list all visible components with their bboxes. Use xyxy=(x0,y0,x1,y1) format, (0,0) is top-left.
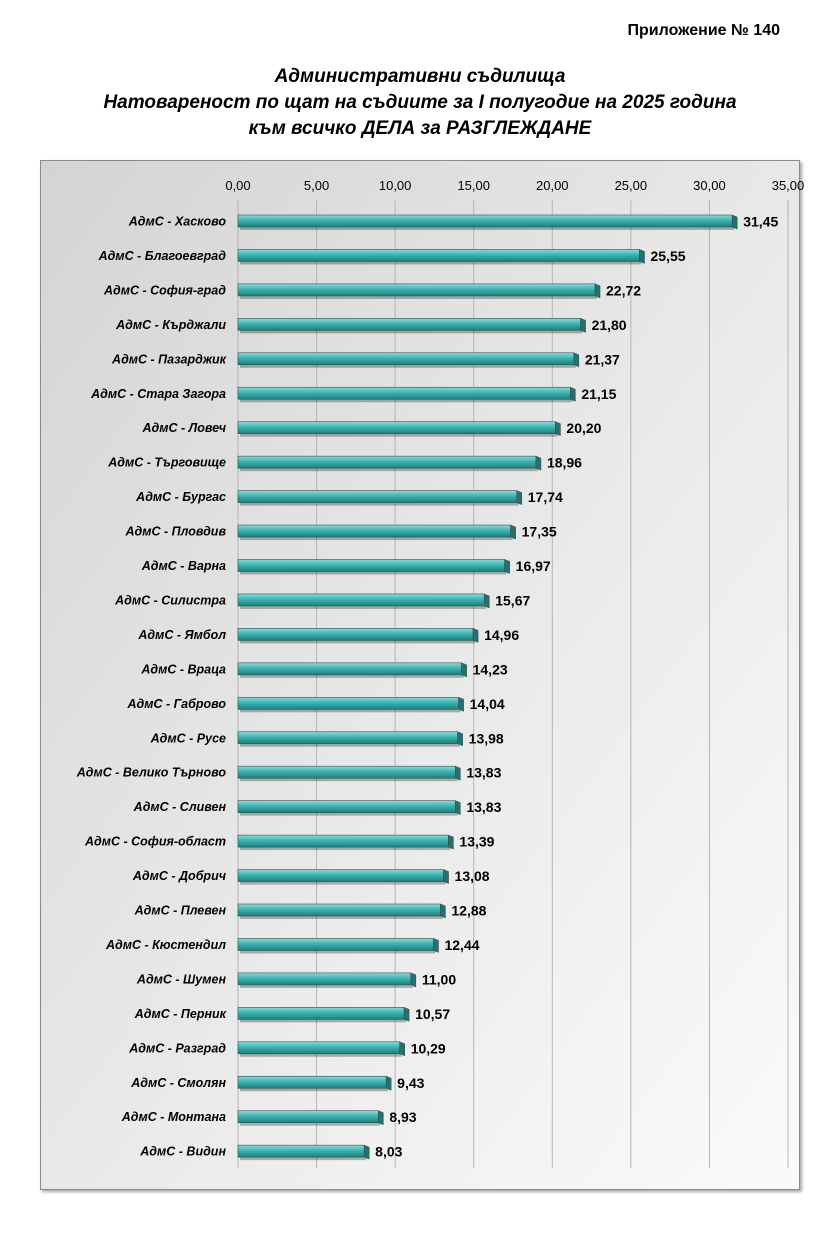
gridlines xyxy=(238,200,788,1168)
category-label: АдмС - Стара Загора xyxy=(91,386,226,401)
bar-end-cap xyxy=(511,525,516,539)
bar-end-cap xyxy=(386,1076,391,1090)
x-tick-label: 5,00 xyxy=(303,178,330,193)
bar-end-cap xyxy=(581,318,586,332)
value-label: 21,37 xyxy=(584,351,620,368)
category-label: АдмС - Плевен xyxy=(134,903,226,918)
bar-end-cap xyxy=(484,594,489,608)
bar-end-cap xyxy=(574,353,579,367)
category-label: АдмС - Пловдив xyxy=(125,524,226,539)
category-label: АдмС - Хасково xyxy=(128,214,226,229)
value-label: 17,74 xyxy=(527,489,563,506)
bar xyxy=(238,215,732,227)
bar-end-cap xyxy=(536,456,541,470)
category-label: АдмС - София-град xyxy=(103,283,226,298)
bar-end-cap xyxy=(459,697,464,711)
bar xyxy=(238,1145,364,1157)
bar xyxy=(238,491,517,503)
bars xyxy=(238,215,737,1160)
bar-end-cap xyxy=(570,387,575,401)
category-label: АдмС - Велико Търново xyxy=(76,765,226,780)
value-label: 17,35 xyxy=(521,523,557,540)
value-label: 12,88 xyxy=(451,902,487,919)
value-label: 13,08 xyxy=(454,868,490,885)
bar-end-cap xyxy=(462,663,467,677)
title-line-3: към всичко ДЕЛА за РАЗГЛЕЖДАНЕ xyxy=(248,118,592,139)
x-tick-label: 25,00 xyxy=(614,178,648,193)
bar xyxy=(238,628,473,640)
bar xyxy=(238,663,462,675)
category-label: АдмС - София-област xyxy=(84,834,226,849)
bar xyxy=(238,904,440,916)
category-label: АдмС - Разград xyxy=(129,1041,226,1056)
annex-label: Приложение № 140 xyxy=(627,22,780,39)
x-tick-label: 30,00 xyxy=(693,178,726,193)
bar xyxy=(238,697,459,709)
category-label: АдмС - Пазарджик xyxy=(112,352,226,367)
category-label: АдмС - Силистра xyxy=(115,593,226,608)
x-tick-label: 15,00 xyxy=(457,178,490,193)
value-label: 13,39 xyxy=(459,833,495,850)
bar xyxy=(238,835,448,847)
category-labels xyxy=(76,215,227,1159)
bar xyxy=(238,560,505,572)
value-label: 15,67 xyxy=(495,592,531,609)
bar-end-cap xyxy=(595,284,600,298)
bar xyxy=(238,387,570,399)
category-label: АдмС - Перник xyxy=(134,1006,226,1021)
bar xyxy=(238,766,455,778)
x-tick-label: 0,00 xyxy=(225,178,251,193)
bar-end-cap xyxy=(517,491,522,505)
value-label: 14,96 xyxy=(484,626,520,643)
value-label: 13,98 xyxy=(468,730,504,747)
bar-end-cap xyxy=(455,766,460,780)
category-label: АдмС - Добрич xyxy=(132,869,226,884)
bar-end-cap xyxy=(458,732,463,746)
value-label: 10,29 xyxy=(410,1040,446,1057)
value-label: 8,93 xyxy=(389,1109,417,1126)
value-label: 16,97 xyxy=(515,558,551,574)
bar-end-cap xyxy=(378,1111,383,1125)
bar xyxy=(238,1111,378,1123)
bar-end-cap xyxy=(364,1145,369,1159)
value-label: 31,45 xyxy=(743,213,779,230)
bar-end-cap xyxy=(433,938,438,952)
value-label: 11,00 xyxy=(421,971,457,988)
bar xyxy=(238,938,433,950)
bar xyxy=(238,973,411,985)
bar-end-cap xyxy=(455,801,460,815)
bar xyxy=(238,801,455,813)
category-label: АдмС - Шумен xyxy=(136,972,226,987)
category-label: АдмС - Русе xyxy=(150,731,226,746)
value-label: 22,72 xyxy=(606,282,642,299)
value-label: 21,80 xyxy=(591,316,627,333)
bar-end-cap xyxy=(440,904,445,918)
bar-end-cap xyxy=(404,1007,409,1021)
value-label: 13,83 xyxy=(466,799,502,816)
bar xyxy=(238,249,640,261)
bar-end-cap xyxy=(640,249,645,263)
value-label: 14,04 xyxy=(469,695,505,712)
category-label: АдмС - Кюстендил xyxy=(105,937,226,952)
x-axis-ticks xyxy=(225,178,804,193)
bar-end-cap xyxy=(555,422,560,436)
bar xyxy=(238,422,555,434)
bar xyxy=(238,870,444,882)
value-label: 12,44 xyxy=(444,936,480,953)
bar xyxy=(238,1042,400,1054)
bar xyxy=(238,353,574,365)
bar-end-cap xyxy=(411,973,416,987)
category-label: АдмС - Благоевград xyxy=(98,248,226,263)
value-label: 20,20 xyxy=(566,420,602,437)
bar xyxy=(238,1076,386,1088)
value-label: 21,15 xyxy=(581,385,617,402)
category-label: АдмС - Ямбол xyxy=(138,627,226,642)
bar xyxy=(238,318,581,330)
x-tick-label: 35,00 xyxy=(771,178,805,193)
category-label: АдмС - Габрово xyxy=(127,696,226,711)
bar xyxy=(238,1007,404,1019)
value-label: 8,03 xyxy=(375,1143,403,1160)
value-label: 18,96 xyxy=(546,454,582,471)
category-label: АдмС - Бургас xyxy=(136,490,226,505)
value-label: 14,23 xyxy=(472,661,508,678)
bar xyxy=(238,594,484,606)
value-label: 10,57 xyxy=(415,1005,451,1022)
value-label: 25,55 xyxy=(650,247,686,264)
x-tick-label: 20,00 xyxy=(536,178,569,193)
bar-end-cap xyxy=(505,560,510,574)
bar-end-cap xyxy=(732,215,737,229)
title-line-2: Натовареност по щат на съдиите за I полугодие на 2025 година xyxy=(103,92,737,113)
value-label: 9,43 xyxy=(397,1074,425,1091)
bar-end-cap xyxy=(444,870,449,884)
bar-end-cap xyxy=(448,835,453,849)
x-tick-label: 10,00 xyxy=(378,178,412,193)
category-label: АдмС - Видин xyxy=(140,1144,226,1159)
category-label: АдмС - Сливен xyxy=(133,800,226,815)
bar xyxy=(238,456,536,468)
bar xyxy=(238,525,511,537)
value-label: 13,83 xyxy=(466,764,502,781)
category-label: АдмС - Ловеч xyxy=(142,421,226,436)
bar-end-cap xyxy=(473,628,478,642)
category-label: АдмС - Монтана xyxy=(121,1110,226,1125)
bar xyxy=(238,284,595,296)
category-label: АдмС - Смолян xyxy=(131,1075,226,1090)
category-label: АдмС - Враца xyxy=(141,662,226,677)
category-label: АдмС - Търговище xyxy=(108,455,226,470)
bar-end-cap xyxy=(400,1042,405,1056)
category-label: АдмС - Варна xyxy=(141,559,226,573)
title-line-1: Административни съдилища xyxy=(274,66,566,87)
category-label: АдмС - Кърджали xyxy=(116,317,226,332)
bar xyxy=(238,732,458,744)
